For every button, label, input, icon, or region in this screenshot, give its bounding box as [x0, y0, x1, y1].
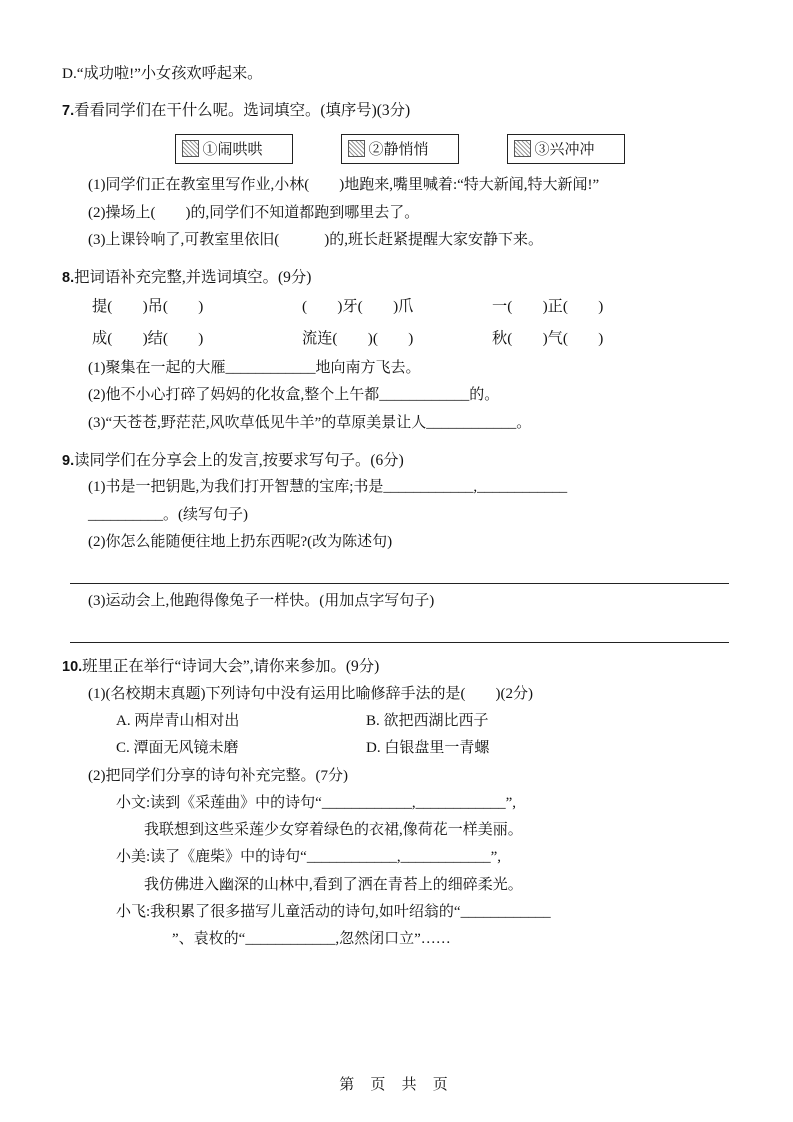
word-choice-3[interactable]: [507, 134, 625, 164]
word-choice-1[interactable]: [175, 134, 293, 164]
question-10-sub-2: (2)把同学们分享的诗句补充完整。(7分): [88, 767, 348, 784]
question-7-number: 7.: [62, 103, 75, 120]
option-a[interactable]: A. 两岸青山相对出: [116, 712, 240, 729]
question-9-item-1: (1)书是一把钥匙,为我们打开智慧的宝库;书是____________,____________: [88, 479, 568, 496]
dialogue-text-1: 读到《采莲曲》中的诗句“____________,____________”,: [150, 794, 516, 811]
question-8-word-grid: [92, 291, 737, 355]
word-grid-cell-6: 秋( )气( ): [492, 330, 604, 348]
question-10-options-row-2: [116, 735, 737, 762]
ornament-icon: [514, 140, 531, 157]
dialogue-speaker-xiaomei: 小美:: [116, 849, 151, 866]
question-8-title: 把词语补充完整,并选词填空。(9分): [74, 269, 312, 287]
dialogue-speaker-xiaofei: 小飞:: [116, 903, 151, 920]
word-grid-cell-4: 成( )结( ): [92, 330, 204, 348]
question-9-title: 读同学们在分享会上的发言,按要求写句子。(6分): [74, 452, 404, 470]
word-choice-2[interactable]: [341, 134, 459, 164]
question-8-item-1: (1)聚集在一起的大雁____________地向南方飞去。: [88, 360, 421, 377]
question-7-item-3: (3)上课铃响了,可教室里依旧( )的,班长赶紧提醒大家安静下来。: [88, 231, 543, 248]
question-10-options-row-1: [116, 708, 737, 735]
question-9-number: 9.: [62, 453, 75, 470]
word-choice-3-label: ③兴冲冲: [534, 142, 595, 159]
dialogue-line-3: [116, 844, 737, 871]
word-grid-cell-2: ( )牙( )爪: [302, 298, 414, 316]
question-8: [62, 265, 737, 291]
page-footer: 第 页 共 页: [339, 1076, 454, 1093]
question-7: [62, 98, 737, 124]
question-7-title: 看看同学们在干什么呢。选词填空。(填序号)(3分): [74, 102, 411, 120]
dialogue-line-5: [116, 899, 737, 926]
question-10-sub-1: (1)(名校期末真题)下列诗句中没有运用比喻修辞手法的是( )(2分): [88, 685, 533, 702]
question-9-item-1-cont: __________。(续写句子): [88, 506, 248, 523]
word-grid-cell-1: 提( )吊( ): [92, 298, 204, 316]
dialogue-line-1: [116, 790, 737, 817]
ornament-icon: [182, 140, 199, 157]
word-grid-cell-5: 流连( )( ): [302, 330, 414, 348]
word-grid-row-2: [92, 323, 737, 355]
word-choice-2-label: ②静悄悄: [368, 142, 429, 159]
question-9: [62, 448, 737, 474]
question-10-title: 班里正在举行“诗词大会”,请你来参加。(9分): [82, 658, 380, 676]
question-9-item-2: (2)你怎么能随便往地上扔东西呢?(改为陈述句): [88, 533, 393, 550]
option-d[interactable]: D. 白银盘里一青螺: [366, 740, 490, 757]
dialogue-speaker-xiaowen: 小文:: [116, 794, 151, 811]
question-8-item-3: (3)“天苍苍,野茫茫,风吹草低见牛羊”的草原美景让人____________。: [88, 414, 532, 431]
dialogue-text-3: 读了《鹿柴》中的诗句“____________,____________”,: [150, 849, 501, 866]
answer-line-1[interactable]: [70, 582, 729, 584]
question-8-number: 8.: [62, 270, 75, 287]
question-7-word-bank: [62, 134, 737, 164]
dialogue-text-4: 我仿佛进入幽深的山林中,看到了洒在青苔上的细碎柔光。: [144, 876, 523, 893]
question-9-item-3: (3)运动会上,他跑得像兔子一样快。(用加点字写句子): [88, 593, 435, 610]
dialogue-line-2: [144, 817, 737, 844]
dialogue-text-6: ”、袁枚的“____________,忽然闭口立”……: [172, 931, 451, 948]
question-7-item-2: (2)操场上( )的,同学们不知道都跑到哪里去了。: [88, 204, 420, 221]
answer-line-2[interactable]: [70, 641, 729, 643]
dialogue-text-2: 我联想到这些采莲少女穿着绿色的衣裙,像荷花一样美丽。: [144, 822, 523, 839]
word-grid-row-1: [92, 291, 737, 323]
dialogue-line-4: [144, 872, 737, 899]
question-10-number: 10.: [62, 659, 83, 676]
question-7-item-1: (1)同学们正在教室里写作业,小林( )地跑来,嘴里喊着:“特大新闻,特大新闻!”: [88, 177, 600, 194]
option-b[interactable]: B. 欲把西湖比西子: [366, 712, 489, 729]
word-choice-1-label: ①闹哄哄: [202, 142, 263, 159]
question-10: [62, 654, 737, 680]
dialogue-line-6: [172, 926, 737, 953]
question-8-item-2: (2)他不小心打碎了妈妈的化妆盒,整个上午都____________的。: [88, 387, 500, 404]
ornament-icon: [348, 140, 365, 157]
word-grid-cell-3: 一( )正( ): [492, 298, 604, 316]
option-c[interactable]: C. 潭面无风镜未磨: [116, 740, 239, 757]
previous-question-option-d: D.“成功啦!”小女孩欢呼起来。: [62, 65, 263, 82]
dialogue-text-5: 我积累了很多描写儿童活动的诗句,如叶绍翁的“____________: [150, 903, 551, 920]
